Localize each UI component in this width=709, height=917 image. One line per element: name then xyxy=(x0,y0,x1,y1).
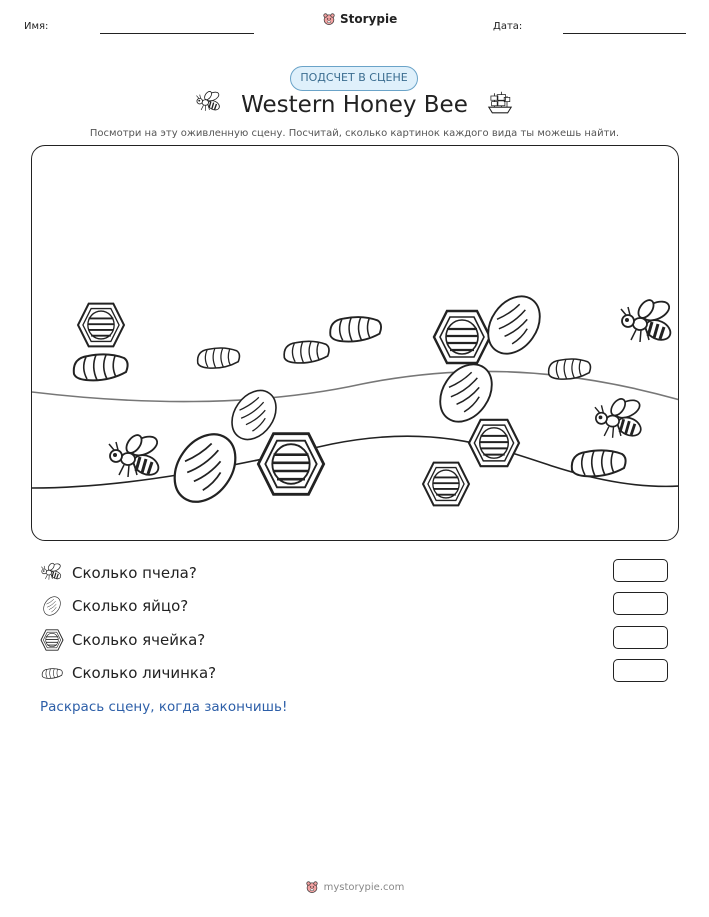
question-egg xyxy=(40,591,188,621)
brand-name: Storypie xyxy=(340,12,398,26)
footer xyxy=(0,880,709,894)
scene-cell xyxy=(423,463,469,506)
question-text: Сколько пчела? xyxy=(72,564,197,582)
scene-drawing xyxy=(32,146,679,541)
coloring-hint: Раскрась сцену, когда закончишь! xyxy=(40,699,288,715)
storypie-logo-icon xyxy=(305,880,319,894)
larva-icon xyxy=(40,662,64,684)
scene-cell xyxy=(469,420,519,466)
scene-cell xyxy=(78,304,124,347)
answer-box-cell[interactable] xyxy=(613,626,668,649)
scene-larva xyxy=(198,348,240,368)
egg-icon xyxy=(40,595,64,617)
answer-box-egg[interactable] xyxy=(613,592,668,615)
scene-cell xyxy=(434,311,490,363)
question-cell xyxy=(40,625,205,655)
scene-bee xyxy=(621,297,674,343)
scene-cell xyxy=(258,434,323,495)
scene-larva xyxy=(572,450,626,476)
honeycomb-cell-icon xyxy=(40,629,64,651)
scene-larva xyxy=(74,354,128,380)
question-bee xyxy=(40,558,197,588)
question-text: Сколько ячейка? xyxy=(72,631,206,649)
answer-box-larva[interactable] xyxy=(613,659,668,682)
scene-larva xyxy=(549,359,591,379)
storypie-logo-icon xyxy=(322,12,336,26)
scene-larva xyxy=(284,341,329,363)
scene-bee xyxy=(109,432,162,478)
scene-egg xyxy=(478,286,551,363)
date-label: Дата: xyxy=(493,21,523,32)
bee-icon xyxy=(40,562,64,584)
counting-scene xyxy=(31,145,679,541)
page-title: Western Honey Bee xyxy=(241,92,468,118)
answer-box-bee[interactable] xyxy=(613,559,668,582)
question-text: Сколько яйцо? xyxy=(72,597,189,615)
storypie-logo xyxy=(322,12,397,26)
scene-bee xyxy=(595,396,644,439)
footer-url[interactable]: mystorypie.com xyxy=(323,881,405,893)
ship-icon xyxy=(486,90,514,116)
question-text: Сколько личинка? xyxy=(72,664,217,682)
worksheet-type-badge: ПОДСЧЕТ В СЦЕНЕ xyxy=(290,66,418,91)
instructions: Посмотри на эту оживленную сцену. Посчитай, сколько картинок каждого вида ты можешь найти. xyxy=(89,128,620,139)
name-label: Имя: xyxy=(24,21,49,32)
name-field[interactable] xyxy=(100,33,254,34)
scene-larva xyxy=(330,317,381,341)
date-field[interactable] xyxy=(563,33,686,34)
question-larva xyxy=(40,658,216,688)
scene-egg xyxy=(162,423,248,514)
